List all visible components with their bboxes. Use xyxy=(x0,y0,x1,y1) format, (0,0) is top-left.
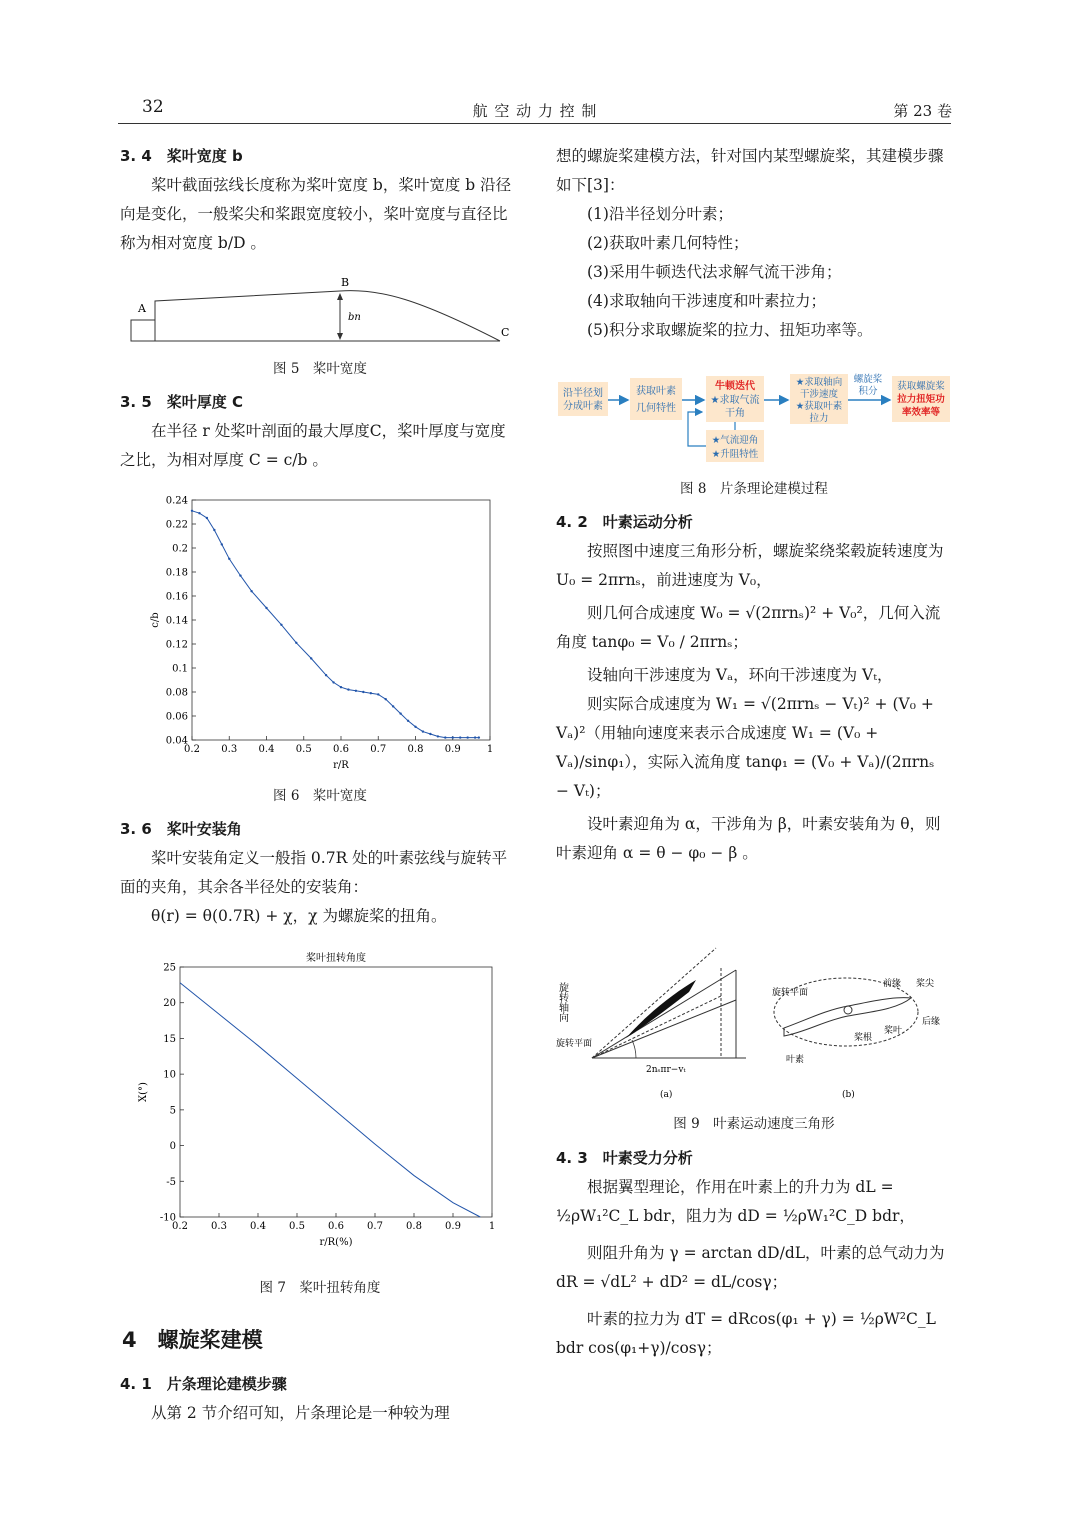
y-tick-label: 0.06 xyxy=(165,711,188,723)
figure-8-flowchart xyxy=(556,368,952,466)
data-point xyxy=(228,558,230,560)
fig5-label-bn: bn xyxy=(348,312,361,323)
fig8-box4-line4: 拉力 xyxy=(809,413,829,424)
continued-paragraph: 想的螺旋桨建模方法，针对国内某型螺旋桨，其建模步骤如下[3]： xyxy=(556,147,944,194)
data-point xyxy=(295,642,297,644)
series-line xyxy=(180,983,480,1217)
y-tick-label: 0.2 xyxy=(172,543,188,555)
fig8-mid-line1: 螺旋桨 xyxy=(853,374,883,385)
section-4-2-p4: 则实际合成速度为 W₁ = √(2πrnₛ − Vₜ)² + (V₀ + Vₐ)²（用轴向速度来表示合成速度 W₁ = (V₀ + Vₐ)/sinφ₁），实际入流角度 tanφ₁ = (V₀ + Vₐ)/(2πrnₛ − Vₜ)； xyxy=(556,695,935,800)
fig8-box1-line2: 分成叶素 xyxy=(563,401,603,412)
y-tick-label: 0.12 xyxy=(165,639,188,651)
data-point xyxy=(414,726,416,728)
x-tick-label: 0.5 xyxy=(289,1221,305,1232)
section-3-5-paragraph: 在半径 r 处桨叶剖面的最大厚度C，桨叶厚度与宽度之比，为相对厚度 C = c/b 。 xyxy=(120,422,506,469)
plot-frame xyxy=(180,967,492,1217)
fig8-box2-line2: 几何特性 xyxy=(636,403,676,414)
y-tick-label: -5 xyxy=(166,1176,176,1188)
section-3-5 xyxy=(120,388,518,475)
data-point xyxy=(340,686,342,688)
data-point xyxy=(370,692,372,694)
data-point xyxy=(191,510,193,512)
x-tick-label: 1 xyxy=(488,1221,496,1232)
fig5-label-b: B xyxy=(341,276,350,289)
data-point xyxy=(437,735,439,737)
section-3-6-title: 3. 6 桨叶安装角 xyxy=(120,820,242,838)
fig5-label-a: A xyxy=(138,302,146,315)
x-tick-label: 0.3 xyxy=(211,1221,227,1232)
y-tick-label: 0.18 xyxy=(165,567,188,579)
fig8-box2-line1: 获取叶素 xyxy=(636,386,676,397)
fig9-rot-plane-label: 旋转平面 xyxy=(556,1039,593,1049)
fig8-box3-line3: 干角 xyxy=(725,408,745,419)
data-point xyxy=(377,693,379,695)
fig5-label-c: C xyxy=(501,326,510,339)
fig9b-tip: 桨尖 xyxy=(916,979,935,989)
figure-5-blade-width xyxy=(120,270,520,350)
fig8-mid-line2: 积分 xyxy=(858,386,878,397)
chart-title: 桨叶扭转角度 xyxy=(306,953,366,964)
journal-title: 航 空 动 力 控 制 xyxy=(472,102,598,120)
section-4-3 xyxy=(556,1144,952,1363)
x-tick-label: 0.6 xyxy=(333,744,349,755)
fig9b-leading-edge: 前缘 xyxy=(883,979,902,989)
fig9-velocity-base: 2nₛπr−vₜ xyxy=(646,1065,686,1075)
figure-5-caption: 图 5 桨叶宽度 xyxy=(273,361,367,377)
section-4-2-p5: 设叶素迎角为 α，干涉角为 β，叶素安装角为 θ，则叶素迎角 α = θ − φ₀ − β 。 xyxy=(556,815,941,862)
y-tick-label: 0.14 xyxy=(165,615,188,627)
section-4-3-p3: 叶素的拉力为 dT = dRcos(φ₁ + γ) = ½ρW²C_L bdr cos(φ₁+γ)/cosγ； xyxy=(556,1310,936,1357)
y-tick-label: 0.04 xyxy=(165,735,188,747)
data-point xyxy=(362,691,364,693)
fig8-box4-line2: 干涉速度 xyxy=(799,389,839,400)
section-3-6 xyxy=(120,815,518,931)
data-point xyxy=(459,736,461,738)
page-number: 32 xyxy=(142,97,164,117)
step-3: (3)采用牛顿迭代法求解气流干涉角； xyxy=(587,263,842,281)
fig9b-element: 叶素 xyxy=(786,1055,805,1065)
volume-label: 第 23 卷 xyxy=(893,102,952,120)
figure-7-caption: 图 7 桨叶扭转角度 xyxy=(259,1280,381,1296)
section-4-2-p2: 则几何合成速度 W₀ = √(2πrnₛ)² + V₀²，几何入流角度 tanφ₀ = V₀ / 2πrnₛ； xyxy=(556,604,941,651)
fig8-box5-line3: 率效率等 xyxy=(901,407,941,418)
section-4-1 xyxy=(120,1370,518,1428)
x-tick-label: 0.9 xyxy=(444,744,461,755)
fig8-box3-line2: ★求取气流 xyxy=(710,395,760,406)
fig9b-rot-plane: 旋转平面 xyxy=(772,988,809,998)
left-column xyxy=(120,142,518,258)
y-axis-label: X(°) xyxy=(138,1082,149,1102)
x-tick-label: 0.6 xyxy=(328,1221,344,1232)
data-point xyxy=(444,736,446,738)
figure-8-caption: 图 8 片条理论建模过程 xyxy=(680,481,828,497)
data-point xyxy=(355,690,357,692)
fig8-box1-line1: 沿半径划 xyxy=(563,388,603,399)
x-tick-label: 0.8 xyxy=(406,1221,422,1232)
y-tick-label: 0.22 xyxy=(165,519,188,531)
section-4-3-p2: 则阻升角为 γ = arctan dD/dL，叶素的总气动力为 dR = √dL² + dD² = dL/cosγ； xyxy=(556,1244,945,1291)
figure-6-caption: 图 6 桨叶宽度 xyxy=(273,788,367,804)
data-point xyxy=(265,607,267,609)
data-point xyxy=(239,574,241,576)
x-tick-label: 0.2 xyxy=(184,744,200,755)
data-point xyxy=(221,543,223,545)
y-tick-label: 0.16 xyxy=(165,591,188,603)
data-point xyxy=(325,674,327,676)
figure-7-chart xyxy=(120,945,520,1260)
y-tick-label: 0.08 xyxy=(165,687,188,699)
section-4-2-p3: 设轴向干涉速度为 Vₐ，环向干涉速度为 Vₜ， xyxy=(587,666,893,684)
fig8-box4-line3: ★获取叶素 xyxy=(795,401,843,412)
section-3-6-paragraph: 桨叶安装角定义一般指 0.7R 处的叶素弦线与旋转平面的夹角，其余各半径处的安装角： xyxy=(120,849,508,896)
step-2: (2)获取叶素几何特性； xyxy=(587,234,749,252)
fig8-box4-line1: ★求取轴向 xyxy=(795,377,843,388)
y-tick-label: 0 xyxy=(169,1141,176,1153)
x-axis-label: r/R xyxy=(333,760,349,771)
figure-9-diagram xyxy=(556,940,952,1102)
y-tick-label: 15 xyxy=(163,1033,176,1045)
header-rule xyxy=(118,123,951,124)
x-tick-label: 0.3 xyxy=(221,744,238,755)
fig9-label-a: (a) xyxy=(660,1090,673,1100)
fig8-box5-line2: 拉力扭矩功 xyxy=(897,394,945,405)
section-4-1-paragraph: 从第 2 节介绍可知，片条理论是一种较为理 xyxy=(151,1404,450,1422)
y-axis-label: c/b xyxy=(150,612,161,628)
data-point xyxy=(310,657,312,659)
data-point xyxy=(392,705,394,707)
data-point xyxy=(466,736,468,738)
fig9b-root: 桨根 xyxy=(854,1033,873,1043)
y-tick-label: 5 xyxy=(169,1105,176,1117)
x-tick-label: 0.7 xyxy=(370,744,387,755)
series-line xyxy=(192,511,479,738)
x-axis-label: r/R(%) xyxy=(319,1237,353,1248)
section-4-3-title: 4. 3 叶素受力分析 xyxy=(556,1149,693,1167)
data-point xyxy=(452,736,454,738)
fig9b-blade: 桨叶 xyxy=(884,1026,903,1036)
data-point xyxy=(206,517,208,519)
section-4-3-p1: 根据翼型理论，作用在叶素上的升力为 dL = ½ρW₁²C_L bdr，阻力为 dD = ½ρW₁²C_D bdr， xyxy=(556,1178,915,1225)
right-column-top xyxy=(556,142,952,345)
x-tick-label: 0.4 xyxy=(250,1221,266,1232)
data-point xyxy=(399,712,401,714)
data-point xyxy=(385,698,387,700)
data-point xyxy=(250,590,252,592)
section-3-4-title: 3. 4 桨叶宽度 b xyxy=(120,147,243,165)
x-tick-label: 0.7 xyxy=(367,1221,383,1232)
fig8-box3-line1: 牛顿迭代 xyxy=(715,381,755,392)
fig9b-trailing-edge: 后缘 xyxy=(922,1017,941,1027)
section-3-6-formula: θ(r) = θ(0.7R) + χ，χ 为螺旋桨的扭角。 xyxy=(151,907,447,925)
fig8-box6-line2: ★升阻特性 xyxy=(711,449,759,460)
data-point xyxy=(407,720,409,722)
fig9-rot-axis-label: 旋转轴向 xyxy=(556,982,568,1022)
step-5: (5)积分求取螺旋桨的拉力、扭矩功率等。 xyxy=(587,321,873,339)
fig9-label-b: (b) xyxy=(842,1090,855,1100)
x-tick-label: 1 xyxy=(486,744,494,755)
section-3-5-title: 3. 5 桨叶厚度 C xyxy=(120,393,244,411)
section-4-1-title: 4. 1 片条理论建模步骤 xyxy=(120,1375,287,1393)
data-point xyxy=(478,736,480,738)
data-point xyxy=(280,624,282,626)
section-4-title: 4 螺旋桨建模 xyxy=(122,1328,263,1352)
x-tick-label: 0.5 xyxy=(295,744,312,755)
y-tick-label: -10 xyxy=(159,1212,176,1224)
y-tick-label: 20 xyxy=(163,998,176,1010)
step-4: (4)求取轴向干涉速度和叶素拉力； xyxy=(587,292,826,310)
data-point xyxy=(429,733,431,735)
plot-frame xyxy=(192,500,490,740)
data-point xyxy=(422,730,424,732)
y-tick-label: 10 xyxy=(163,1069,176,1081)
section-4-2-title: 4. 2 叶素运动分析 xyxy=(556,513,693,531)
fig8-box6-line1: ★气流迎角 xyxy=(711,435,759,446)
x-tick-label: 0.8 xyxy=(407,744,424,755)
fig8-box5-line1: 获取螺旋桨 xyxy=(897,381,945,392)
section-4-2-p1: 按照图中速度三角形分析，螺旋桨绕桨毂旋转速度为 U₀ = 2πrnₛ，前进速度为 V₀， xyxy=(556,542,944,589)
section-4-2 xyxy=(556,508,952,868)
data-point xyxy=(347,688,349,690)
y-tick-label: 0.24 xyxy=(165,495,188,507)
x-tick-label: 0.2 xyxy=(172,1221,188,1232)
step-1: (1)沿半径划分叶素； xyxy=(587,205,733,223)
y-tick-label: 0.1 xyxy=(172,663,188,675)
figure-9-caption: 图 9 叶素运动速度三角形 xyxy=(673,1116,835,1132)
x-tick-label: 0.9 xyxy=(445,1221,461,1232)
y-tick-label: 25 xyxy=(163,962,176,974)
x-tick-label: 0.4 xyxy=(258,744,275,755)
data-point xyxy=(332,681,334,683)
data-point xyxy=(213,529,215,531)
section-3-4-paragraph: 桨叶截面弦线长度称为桨叶宽度 b，桨叶宽度 b 沿径向是变化，一般桨尖和桨跟宽度较小，桨叶宽度与直径比称为相对宽度 b/D 。 xyxy=(120,176,512,252)
data-point xyxy=(474,736,476,738)
data-point xyxy=(198,512,200,514)
figure-6-chart xyxy=(120,490,520,775)
